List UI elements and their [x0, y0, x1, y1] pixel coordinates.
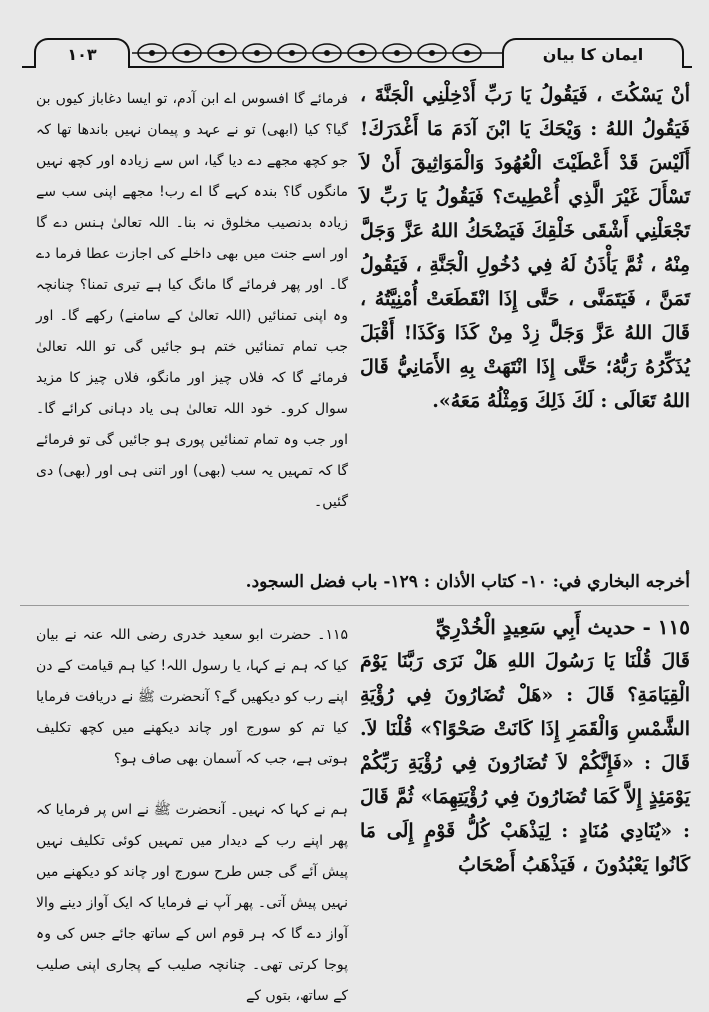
hadith-source-reference: أخرجه البخاري في: ١٠- كتاب الأذان : ١٢٩- باب فضل السجود. [245, 572, 690, 592]
arabic-text-bottom: قَالَ قُلْنَا يَا رَسُولَ اللهِ هَلْ نَرَى رَبَّنَا يَوْمَ الْقِيَامَةِ؟ قَالَ : «هَلْ تُضَارُونَ فِي رُؤْيَةِ الشَّمْسِ وَالْقَمَرِ إِذَا كَانَتْ صَحْوًا؟» قُلْنَا لاَ. قَالَ : «فَإِنَّكُمْ لاَ تُضَارُونَ فِي رُؤْيَةِ رَبِّكُمْ يَوْمَئِذٍ إِلاَّ كَمَا تُضَارُونَ فِي رُؤْيَتِهِمَا» ثُمَّ قَالَ : «يُنَادِي مُنَادٍ : لِيَذْهَبْ كُلُّ قَوْمٍ إِلَى مَا كَانُوا يَعْبُدُونَ ، فَيَذْهَبُ أَصْحَابُ [360, 650, 690, 876]
urdu-translation-top: فرمائے گا افسوس اے ابن آدم، تو ایسا دغاباز کیوں بن گیا؟ کیا (ابھی) تو نے عہد و پیمان نہیں باندھا تھا کہ جو کچھ مجھے دے دیا گیا، اس سے زیادہ اور کچھ نہیں مانگوں گا؟ بندہ کہے گا اے رب! مجھے اپنی سب سے زیادہ بدنصیب مخلوق نہ بنا۔ اللہ تعالیٰ ہنس دے گا اور اسے جنت میں بھی داخلے کی اجازت عطا فرما دے گا۔ اور پھر فرمائے گا مانگ کیا ہے تیری تمنا؟ چنانچہ وہ اپنی تمنائیں (اللہ تعالیٰ کے سامنے) رکھے گا۔ اور جب تمام تمنائیں ختم ہو جائیں گی تو اللہ تعالیٰ فرمائے گا کہ فلاں چیز اور مانگو، فلاں چیز کا مزید سوال کرو۔ خود اللہ تعالیٰ ہی یاد دہانی کرائے گا۔ اور جب وہ تمام تمنائیں پوری ہو جائیں گی تو فرمائے گا کہ تمہیں یہ سب (بھی) اور اتنی ہی اور (بھی) دی گئیں۔ [36, 91, 348, 510]
section-divider [20, 605, 689, 606]
arabic-hadith-115 [360, 610, 690, 1002]
arabic-text-top: أنْ يَسْكُتَ ، فَيَقُولُ يَا رَبِّ أَدْخِلْنِي الْجَنَّةَ ، فَيَقُولُ اللهُ : وَيْحَكَ يَا ابْنَ آدَمَ مَا أَغْدَرَكَ! أَلَيْسَ قَدْ أَعْطَيْتَ الْعُهُودَ وَالْمَوَاثِيقَ أَنْ لاَ تَسْأَلَ غَيْرَ الَّذِي أُعْطِيتَ؟ فَيَقُولُ يَا رَبِّ لاَ تَجْعَلْنِي أَشْقَى خَلْقِكَ فَيَضْحَكُ اللهُ عَزَّ وَجَلَّ مِنْهُ ، ثُمَّ يَأْذَنُ لَهُ فِي دُخُولِ الْجَنَّةِ ، فَيَقُولُ تَمَنَّ ، فَيَتَمَنَّى ، حَتَّى إِذَا انْقَطَعَتْ أُمْنِيَّتُهُ ، قَالَ اللهُ عَزَّ وَجَلَّ زِدْ مِنْ كَذَا وَكَذَا! أَقْبَلَ يُذَكِّرُهُ رَبُّهُ؛ حَتَّى إِذَا انْتَهَتْ بِهِ الأَمَانِيُّ قَالَ اللهُ تَعَالَى : لَكَ ذَلِكَ وَمِثْلُهُ مَعَهُ». [360, 84, 690, 412]
hadith-title: ١١٥ - حديث أَبِي سَعِيدٍ الْخُدْرِيِّ [435, 615, 690, 639]
ornament-border-icon [132, 40, 502, 66]
page-header [22, 38, 692, 74]
page-number: ۱۰۳ [34, 38, 130, 68]
chapter-title: ایمان کا بیان [502, 38, 684, 68]
urdu-translation-bottom-2: ہم نے کہا کہ نہیں۔ آنحضرت ﷺ نے اس پر فرمایا کہ پھر اپنے رب کے دیدار میں تمہیں کوئی تکلیف نہیں پیش آئے گی جس طرح سورج اور چاند کو دیکھنے میں نہیں پیش آتی۔ پھر آپ نے فرمایا کہ ایک آواز دینے والا آواز دے گا کہ ہر قوم اس کے ساتھ جائے جس کی وہ پوجا کرتی تھی۔ چنانچہ صلیب کے پجاری اپنی صلیب کے ساتھ، بتوں کے [36, 802, 348, 1004]
urdu-translation-bottom-1: ۱۱۵۔ حضرت ابو سعید خدری رضی اللہ عنہ نے بیان کیا کہ ہم نے کہا، یا رسول اللہ! کیا ہم قیامت کے دن اپنے رب کو دیکھیں گے؟ آنحضرت ﷺ نے دریافت فرمایا کیا تم کو سورج اور چاند دیکھنے میں کچھ تکلیف ہوتی ہے، جب کہ آسمان بھی صاف ہو؟ [36, 627, 348, 767]
